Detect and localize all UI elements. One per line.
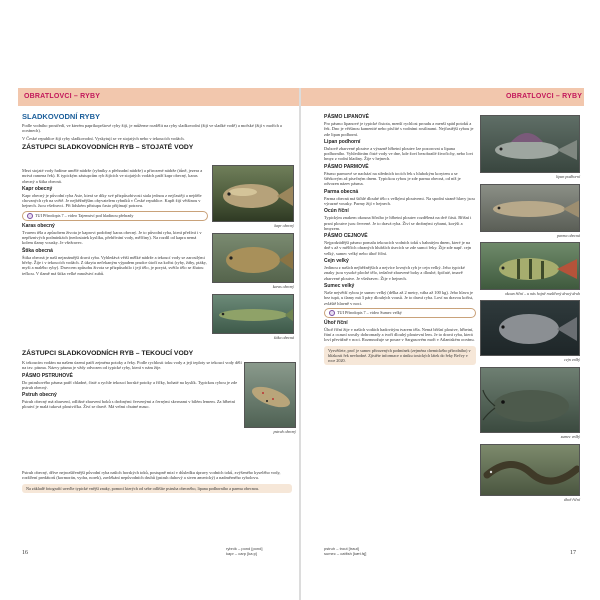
grayling-heading: Lipan podhorní xyxy=(324,138,361,145)
chapter-title-right: OBRATLOVCI – RYBY xyxy=(506,93,583,100)
vocab-left-2: kapr – carp [ka:p] xyxy=(226,551,257,556)
eel-heading: Úhoř říční xyxy=(324,319,348,326)
running-water-text: K tekoucím vodám na našem území patří zejména potoky a řeky. Podle rychlosti toku vody a její teploty se tekoucí vody dělí na tzv. pásma. Názvy pásma je vždy odvozen od typické ryby, která v nám žije. xyxy=(22,360,242,371)
carp-text: Kapr obecný je původní ryba Asie, která se díky své přizpůsobivosti stala jednou z nejčastěji a nejdéle chovaných ryb na světě. Je nejběžnějším obyvatelem rybníků v České republice. Kapři žijí většinou v hejnech. Jsou všežravci. Při lidském přistupu často přijímají potravu. xyxy=(22,192,202,209)
video-link-label: TUI Přírodopis 7 – video Sumec velký xyxy=(337,309,402,315)
tip-note: Vysvětlete, proč je sumec přirozených podmínek (zejména chemického přírodního) v blízkosti řek nevhodné. Zjistěte informace o úniku toxických látek do řeky Bečvy v roce 2020. xyxy=(324,346,476,365)
bream-zone-heading: PÁSMO CEJNOVÉ xyxy=(324,233,368,240)
perch-text: Typickým znakem okouna říčního je hřbetní ploutev rozdělená na dvě části. Břišní i prsní ploutve jsou červené. Je to dravá ryba. Živí se drobnými rybami, korýši a hmyzem. xyxy=(324,215,472,231)
intro-paragraph-2: V České republice žijí ryby sladkovodní. Vyskytují se ve stojatých nebo v tekoucích vodách. xyxy=(22,135,185,141)
catfish-fish-icon xyxy=(481,368,580,433)
trout-fish-icon xyxy=(245,363,296,428)
perch-caption: okoun říční – u nás hojně rozšířený dravý druh xyxy=(504,291,580,296)
left-column-running xyxy=(22,347,242,412)
bream-fish-icon xyxy=(481,301,580,356)
barbel-photo xyxy=(480,184,580,232)
right-column xyxy=(324,112,476,365)
page-number-left: 16 xyxy=(22,550,28,556)
catfish-caption: sumec velký xyxy=(560,434,580,439)
trout-text: Pstruh obecný má zbarvení, odlišné zbarvení boků s drobnými červenými a černými skvrnami v bílém lemem. Za hřbetní ploutví je malá tuková ploutvička. Živí se dravě. Má velmi chutné maso. xyxy=(22,399,236,410)
vocab-left xyxy=(226,546,262,556)
grayling-fish-icon xyxy=(481,116,580,173)
crucian-caption: karas obecný xyxy=(272,284,294,289)
vocab-right-2: sumec – catfish [kæt.fɪʃ] xyxy=(324,551,367,556)
bream-zone-text: Nejpodzádější pásmo pomalu tekoucích vodních toků s bahnitým dnem, které je na dně s až v mělčích ohraných hlubších úsecích se zde sumci řeky. Žije zde např. cejn velký, sumec velký nebo úhoř říční. xyxy=(324,240,472,256)
trout-zone-heading: PÁSMO PSTRUHOVÉ xyxy=(22,372,73,379)
crucian-heading: Karas obecný xyxy=(22,222,55,229)
pike-fish-icon xyxy=(213,295,294,334)
bream-heading: Cejn velký xyxy=(324,258,349,265)
grayling-zone-heading: PÁSMO LIPANOVÉ xyxy=(324,114,369,120)
carp-caption: kapr obecný xyxy=(274,223,294,228)
trout-caption: pstruh obecný xyxy=(273,429,296,434)
vocab-right xyxy=(324,546,366,556)
pike-photo xyxy=(212,294,294,334)
heading-still-water: ZÁSTUPCI SLADKOVODNÍCH RYB – STOJATÉ VODY xyxy=(22,143,194,151)
trout-decline-text: Pstruh obecný, dříve nejrozšířenější původní ryba našich horských toků, postupně mizí v důsledku úpravy vodních toků, zvýšeného kyselého vody, rozšíření predátorů (kormorán, vydra, norek), zavlékání nepůvodních druhů (pstruh duhový a siven americký) a nadměrného rybolovu. xyxy=(22,470,281,481)
grayling-photo xyxy=(480,115,580,173)
crucian-fish-icon xyxy=(213,234,294,283)
grayling-text: Dubově zbarvené ploutve a výrazně hřbetní ploutev lze pozorovat u lipana podhorního. Vyhledávám čisté vody ve dne, kde žoví bezobratlé živočichy, nebo lovi hmyz z vodní hladiny. Žije v hejnech. xyxy=(324,145,474,162)
left-column-bottom xyxy=(22,470,292,493)
bream-photo xyxy=(480,300,580,356)
eel-fish-icon xyxy=(481,445,580,496)
barbel-zone-text: Pásmo parmové se nachází na středních tocích řek s hlubokým korytem a se štěrkovým až písečným dnem. Typickou rybou je zde parma obecná, od níž je odvozen název pásma. xyxy=(324,170,461,187)
page-fold xyxy=(299,88,301,600)
video-link-label: TUI Přírodopis 7 – video Tajemství pod hladinou přehrady xyxy=(35,212,134,218)
task-note: Na základě fotografií uveďte typické vnější znaky, pomocí kterých od sebe odlišíte pstruha obecného, lipana podhorního a parmu obecnou. xyxy=(22,484,292,493)
trout-heading: Pstruh obecný xyxy=(22,392,57,399)
page-number-right: 17 xyxy=(570,550,576,556)
perch-heading: Ocún říční xyxy=(324,208,349,215)
catfish-photo xyxy=(480,367,580,433)
grayling-caption: lipan podhorní xyxy=(556,174,580,179)
pike-text: Štika obecná je naší nejznámější dravá ryba. Vyhledává větší mělké nádrže a tekoucí vody se zarostlými břehy. Žije i v tekoucích vodách. Z úkrytu nečekaným výpadem prudce útočí na kořist (ryby, žáby, ptáky, myši a malého ryby). Dravcem způsobu života se přizpůsobilo i její tělo, je porytá, světlo tělo se žlutou tečkou. V tlamě má štika velké množství zubů. xyxy=(22,254,207,276)
section-title: SLADKOVODNÍ RYBY xyxy=(22,112,101,121)
intro-paragraph: Podle vodního prostředí, ve kterém papríkoprštové ryby žijí, je můžeme rozdělit na ryby sladkovodní (žijí ve sladké vodě) a mořské (žijí v mořích a oceánech). xyxy=(22,123,282,134)
barbel-text: Parma obecná má štíhlé dlouhé tělo s velkými ploutvemi. Na spodní straně hlavy jsou výrazné vousky. Parmy žijí v hejnech. xyxy=(324,195,475,206)
left-column-still xyxy=(22,168,208,278)
eel-text: Úhoř říční žije v našich vodách hadovitým tvarem těla. Nemá břišní ploutve, hřbetní, řitní a ocasní srostly dohromady a tvoří dlouhý ploutevní lem. Je to dravá ryba, která loví převážně v noci. Rozmnožuje se pouze v Sargasovém moři v Atlantském oceánu. xyxy=(324,326,475,343)
heading-running-water: ZÁSTUPCI SLADKOVODNÍCH RYB – TEKOUCÍ VODY xyxy=(22,350,194,357)
video-link-catfish[interactable] xyxy=(324,308,476,318)
bream-caption: cejn velký xyxy=(564,357,580,362)
eel-caption: úhoř říční xyxy=(563,497,580,502)
trout-zone-text: Do pstruhového pásma patří chladné, čisté a rychle tekoucí horské potoky a říčky, bohaté na kyslík. Typickou rybou je zde pstruh obecný. xyxy=(22,379,238,390)
video-icon xyxy=(329,310,335,316)
vocab-right-1: pstruh – trout [traut] xyxy=(324,546,359,551)
still-water-text: Mezi stojaté vody řadíme umělé nádrže (rybníky a přehradní nádrže) a přirozené nádrže (tůně, jezera a mrtvá ramena řek). K typickým zástupcům ryb žijících ve stojatých vodách patří kapr obecný, karas obecný a štika obecná. xyxy=(22,168,203,184)
eel-photo xyxy=(480,444,580,496)
perch-photo xyxy=(480,242,580,290)
crucian-text: Tvarem těla a způsobem života je kaprovi podobný karas obecný. Je to původní ryba, která přežívá i v nepříznivých podmínkách (nedostatek kyslíku, přehřívání vody, mělčiny). Na rozdíl od kapra nemá kolem tlamy vousky. Je všežravec. xyxy=(22,229,202,246)
barbel-heading: Parma obecná xyxy=(324,188,359,195)
barbel-caption: parma obecná xyxy=(557,233,580,238)
catfish-text: Naše největší rybou je sumec velký (délka až 2 metry, váha až 100 kg). Jeho hlava je bez tupá, u tlamy má 3 páry dlouhých vousů. Je to dravá ryba. Loví na dravou kořist, zvláště hlavně v noci. xyxy=(324,289,474,306)
barbel-zone-heading: PÁSMO PARMOVÉ xyxy=(324,163,369,170)
grayling-zone-text: Pro pásmo lipanové je typické čistota, menší rychlost proudu a menší spád potoků a řek. Dno je většinou kamenité nebo písčité s vodními rostlinami. Nejčastější rybou je zde lipan podhorní. xyxy=(324,121,474,137)
catfish-heading: Sumec velký xyxy=(324,282,355,289)
bream-text: Jedinou z našich nejběžnějších a nejvíce lovných ryb je cejn velký. Jeho typické znaky jsou vysoké ploché tělo, tedačné zbarvené boky a dlouhé, špičaté, tmavě zbarvené ploutve. Je všežravec. Žije v hejnech. xyxy=(324,265,465,281)
trout-photo xyxy=(244,362,296,428)
perch-fish-icon xyxy=(481,243,580,290)
left-column-top xyxy=(22,110,292,154)
video-link-reservoir[interactable] xyxy=(22,211,208,221)
pike-caption: štika obecná xyxy=(273,335,294,340)
vocab-left-1: rybník – pond [pond] xyxy=(226,546,263,551)
barbel-fish-icon xyxy=(481,185,580,232)
crucian-photo xyxy=(212,233,294,283)
carp-heading: Kapr obecný xyxy=(22,185,53,192)
video-icon xyxy=(27,213,33,219)
carp-fish-icon xyxy=(213,166,294,222)
pike-heading: Štika obecná xyxy=(22,247,53,254)
carp-photo xyxy=(212,165,294,222)
chapter-title-left: OBRATLOVCI – RYBY xyxy=(24,93,101,100)
